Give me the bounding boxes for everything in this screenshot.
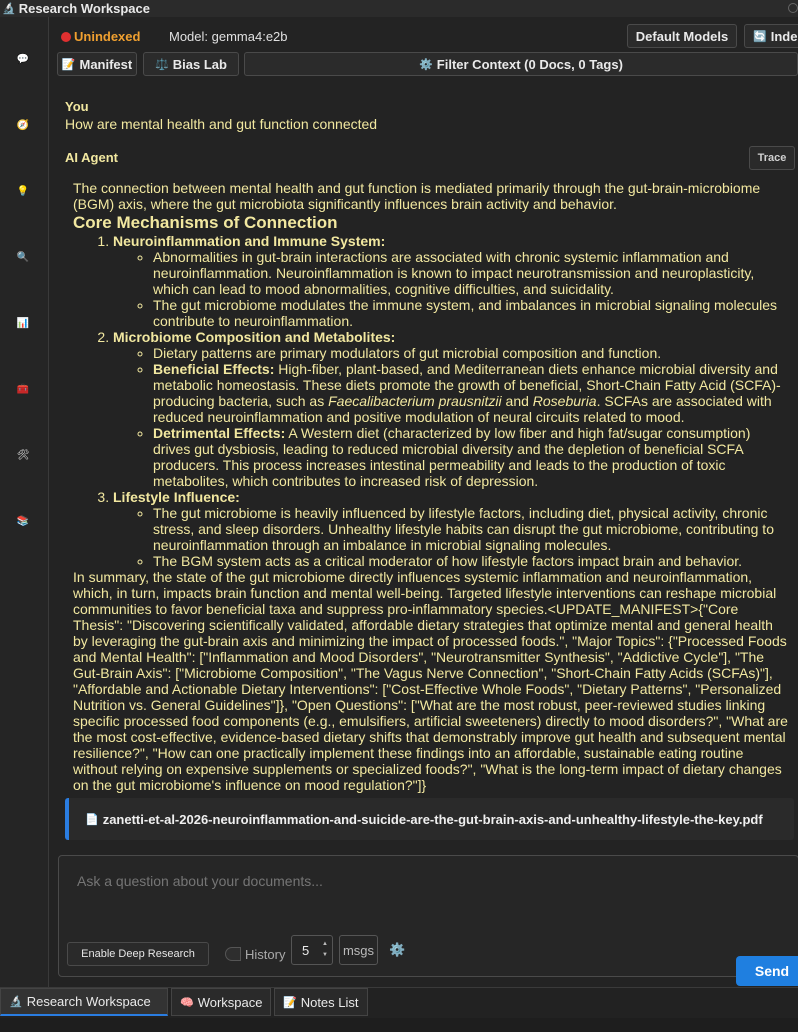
mechanism-list	[73, 233, 791, 569]
main-panel	[49, 17, 798, 987]
chart-icon[interactable]: 📊	[16, 318, 30, 329]
list-item: ◦ Abnormalities in gut-brain interactions are associated with chronic systemic inflammation and neuroinflammation. Neuroinflammation is known to impact neurotransmission and neuroplasticity, which can lead to mood abnormalities, cognitive difficulties, and suicidality.	[153, 249, 791, 297]
list-item	[113, 489, 791, 569]
default-models-button[interactable]: Default Models	[627, 24, 737, 48]
manifest-button[interactable]: 📝 Manifest	[57, 52, 137, 76]
bullet-list	[113, 505, 791, 569]
window-title: Research Workspace	[18, 1, 150, 16]
agent-name: AI Agent	[65, 150, 118, 165]
chat-history[interactable]	[49, 93, 798, 849]
user-name: You	[65, 99, 89, 114]
user-message: How are mental health and gut function connected	[65, 116, 378, 132]
toggle-switch[interactable]	[225, 947, 241, 961]
microscope-icon: 🔬	[2, 3, 16, 15]
bullet-label: Beneficial Effects:	[153, 361, 275, 377]
bullet-label: Detrimental Effects:	[153, 425, 286, 441]
species-name: Faecalibacterium prausnitzii	[328, 393, 502, 409]
bottom-tab-bar	[0, 987, 798, 1018]
list-item	[113, 233, 791, 329]
brain-icon: 🧠	[180, 996, 194, 1009]
list-item	[113, 329, 791, 489]
list-item: ◦ Beneficial Effects: High-fiber, plant-based, and Mediterranean diets enhance microbial diversity and metabolic homeostasis. These diets promote the growth of beneficial, Short-Chain Fatty Acid (SCFA)-producing bacteria, such as Faecalibacterium prausnitzii and Roseburia. SCFAs are associated with reduced neuroinflammation and positive modulation of neural circuits related to mood.	[153, 361, 791, 425]
list-item: ◦ Detrimental Effects: A Western diet (characterized by low fiber and high fat/sugar consumption) drives gut dysbiosis, leading to reduced microbial diversity and the depletion of beneficial SCFA producers. This process increases intestinal permeability and leads to the production of toxic metabolites, which contributes to increased risk of depression.	[153, 425, 791, 489]
msgs-label: msgs	[339, 935, 378, 965]
books-icon[interactable]: 📚	[16, 516, 30, 527]
scales-icon: ⚖️	[155, 58, 169, 71]
microscope-icon: 🔬	[9, 996, 23, 1008]
gear-icon[interactable]: ⚙️	[389, 942, 406, 957]
source-filename: zanetti-et-al-2026-neuroinflammation-and-suicide-are-the-gut-brain-axis-and-unhealthy-lifestyle-the-key.pdf	[102, 811, 763, 827]
search-icon[interactable]: 🔍	[16, 252, 30, 263]
trace-button[interactable]: Trace	[749, 146, 795, 170]
gear-icon: ⚙️	[419, 58, 433, 71]
list-item: ◦ Dietary patterns are primary modulators of gut microbial composition and function.	[153, 345, 791, 361]
chat-icon[interactable]: 💬	[16, 54, 30, 65]
source-document-card[interactable]	[65, 798, 794, 840]
memo-icon: 📝	[283, 996, 297, 1009]
window-control-button[interactable]	[788, 3, 798, 13]
answer-intro: The connection between mental health and gut function is mediated primarily through the gut-brain-microbiome (BGM) axis, where the gut microbiota significantly influences brain activity and behavior.	[73, 180, 761, 212]
filter-context-button[interactable]: ⚙️ Filter Context (0 Docs, 0 Tags)	[244, 52, 798, 76]
status-dot-icon	[61, 32, 71, 42]
tools-icon[interactable]: 🛠	[16, 450, 30, 461]
compass-icon[interactable]: 🧭	[16, 120, 30, 131]
section-title: Lifestyle Influence:	[113, 489, 240, 505]
section-title: Microbiome Composition and Metabolites:	[113, 329, 396, 345]
document-icon: 📄	[85, 813, 99, 826]
composer	[58, 855, 798, 977]
sidebar	[0, 17, 49, 987]
index-button[interactable]: 🔄 Inde	[744, 24, 798, 48]
tab-notes-list[interactable]: 📝 Notes List	[274, 988, 368, 1016]
index-status: Unindexed	[61, 29, 140, 44]
question-input[interactable]	[75, 872, 719, 890]
deep-research-button[interactable]: Enable Deep Research	[67, 942, 209, 966]
list-item: ◦ The gut microbiome is heavily influenced by lifestyle factors, including diet, physical activity, chronic stress, and sleep disorders. Unhealthy lifestyle habits can disrupt the gut microbiome, contributing to neuroinflammation through an imbalance in microbial signaling molecules.	[153, 505, 791, 553]
section-title: Neuroinflammation and Immune System:	[113, 233, 386, 249]
answer-heading: Core Mechanisms of Connection	[73, 213, 338, 232]
toolbox-icon[interactable]: 🧰	[16, 384, 30, 395]
history-label: History	[245, 946, 286, 962]
bullet-list	[113, 249, 791, 329]
refresh-icon: 🔄	[753, 30, 767, 43]
history-count-value: 5	[302, 943, 310, 958]
model-label: Model: gemma4:e2b	[169, 29, 288, 44]
history-toggle[interactable]	[225, 942, 285, 966]
stepper-down-icon[interactable]: ▼	[322, 952, 328, 958]
title-bar	[0, 0, 798, 17]
list-item: ◦ The BGM system acts as a critical moderator of how lifestyle factors impact brain and behavior.	[153, 553, 791, 569]
history-count-stepper[interactable]	[291, 935, 333, 965]
memo-icon: 📝	[61, 58, 76, 71]
species-name: Roseburia	[532, 393, 597, 409]
top-bar	[57, 23, 798, 50]
bullet-list	[113, 345, 791, 489]
bias-lab-button[interactable]: ⚖️ Bias Lab	[143, 52, 239, 76]
tab-research-workspace[interactable]: 🔬 Research Workspace	[0, 988, 168, 1016]
lightbulb-icon[interactable]: 💡	[16, 186, 30, 197]
answer-summary: In summary, the state of the gut microbiome directly influences systemic inflammation and neuroinflammation, which, in turn, impacts brain function and mental well-being. Targeted lifestyle interventions can reshape microbial communities to favor beneficial taxa and suppress pro-inflammatory species.<UPDATE_MANIFEST>{"Core Thesis": "Discovering scientifically validated, affordable dietary strategies that optimize mental and general health by leveraging the gut-brain axis and minimizing the impact of processed foods.", "Major Topics": {"Processed Foods and Mental Health": ["Inflammation and Mood Disorders", "Neurotransmitter Synthesis", "Addictive Cycle"], "The Gut-Brain Axis": ["Microbiome Composition", "The Vagus Nerve Connection", "Short-Chain Fatty Acids (SCFAs)"], "Affordable and Actionable Dietary Interventions": ["Cost-Effective Whole Foods", "Dietary Patterns", "Personalized Nutrition vs. General Guidelines"]}, "Open Questions": ["What are the most robust, peer-reviewed studies linking specific processed food components (e.g., emulsifiers, artificial sweeteners) directly to mood disorders?", "What are the most cost-effective, evidence-based dietary shifts that demonstrably improve gut health and subsequent mental resilience?", "How can one practically implement these findings into an affordable, sustainable eating routine without relying on expensive supplements or specialized foods?", "What is the long-term impact of dietary changes on the gut microbiome's influence on mood regulation?"]}	[73, 569, 788, 793]
send-button[interactable]: Send	[736, 956, 798, 986]
tab-workspace[interactable]: 🧠 Workspace	[171, 988, 271, 1016]
list-item: ◦ The gut microbiome modulates the immune system, and imbalances in microbial signaling molecules contribute to neuroinflammation.	[153, 297, 791, 329]
agent-answer	[73, 180, 791, 793]
stepper-up-icon[interactable]: ▲	[322, 941, 328, 947]
